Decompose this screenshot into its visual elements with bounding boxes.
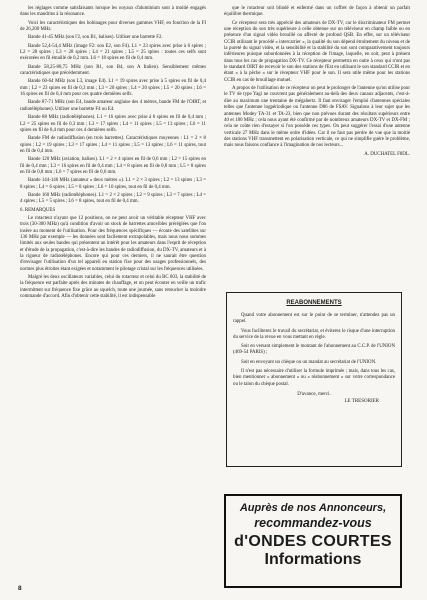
notice-signature xyxy=(233,392,395,404)
paragraph: Ce récepteur sera très apprécié des amateurs de DX-TV, car le discriminateur FM permet une réception du son très supérieure à celle obtenue sur un téléviseur en champ faible ou en présence d'un signal vidéo brouillé ou affecté de profond QSB. En effet, sur un téléviseur CCIR utilisant le procédé « intercarrier », la qualité du son dépend étroitement du niveau et de la pureté du signal vidéo, et la sensibilité et la stabilité du son sont comparativement toujours inférieures puisque subordonnées à la réception de l'image, laquelle, en soit, peut à présent dans tous les cas de propagation DX-TV. Ce récepteur permettra en outre à ceux qui n'ont pas le standard OIRT de recevoir le son des stations de l'Est en utilisant le son standard CCIR et en étant « à la pêche » sur le récepteur VHF pour le son. Il sera utile même pour les stations CCIR en cas de brouillage mutuel. xyxy=(224,20,410,83)
ad-line: Auprès de nos Annonceurs, xyxy=(239,502,387,514)
author-signature: A. DUCHATEL F8DL. xyxy=(364,151,410,157)
section-heading: 6. REMARQUES xyxy=(20,207,56,213)
notice-signer: LE TRESORIER xyxy=(344,398,379,404)
paragraph: Malgré les deux oscillateurs variables, celui du rotacteur et celui du BC 603, la stabilité de la fréquence est parfaite après des minutes de chauffage, et on peut écouter en veille un trafic intermittent sur fréquence fixe grâce au squelch, toute une journée, sans retoucher la moindre commande d'accord. Afin d'obtenir cette stabilité, il est indispensable xyxy=(20,275,206,300)
notice-paragraph: Soit en envoyant un chèque ou un mandat au secrétariat de l'UNION. xyxy=(241,359,377,365)
advertisement-box xyxy=(224,494,402,588)
reabonnements-notice xyxy=(226,292,402,467)
ad-line: d'ONDES COURTES xyxy=(234,533,392,550)
paragraph: Bande 41-45 MHz (son l'2, son B1, balises). Utiliser une barrette F2. xyxy=(28,35,163,41)
paragraph: Bande 160 MHz (radiotéléphones). L1 = 2 × 2 spires ; L2 = 9 spires ; L3 = 7 spires ; L4 = 4 spires ; L5 = 5 spires ; L6 = 8 spires, tout en fil de 0,4 mm. xyxy=(20,192,206,205)
paragraph: les réglages comme satisfaisants lorsque les noyaux d'aluminium sont à moitié engagés dans les mandrins à la résonance. xyxy=(20,6,206,18)
paragraph: Bande 144-146 MHz (amateur « deux mètres »). L1 = 2 × 3 spires ; L2 = 13 spires ; L3 = 8 spires ; L4 = 6 spires ; L5 = 8 spires ; L6 = 10 spires, tout en fil de 0,4 mm. xyxy=(20,178,206,190)
paragraph: Bande 58,25-88,75 MHz (son R1, son B4, son A Italien). Sensiblement mêmes caractéristiques que précédemment. xyxy=(20,64,206,77)
left-text-column xyxy=(20,6,206,302)
paragraph: Bande 87-71 MHz (son E4, bande amateur anglaise des 4 mètres, bande FM de l'OIRT, et radiotéléphones). Utiliser une barrette F4 ou E4. xyxy=(20,100,206,112)
paragraph: Bande FM de radiodiffusion (en trois barrettes). Caractéristiques moyennes : L1 = 2 × 8 spires ; L2 = 19 spires ; L3 = 17 spires ; L4 = 11 spires ; L5 = 13 spires ; L6 = 11 spires, tout en fil de 0,4 mm. xyxy=(20,136,206,154)
paragraph: Bande 60-64 MHz (son L3, image E4). L1 = 19 spires avec prise à 5 spires en fil de 0,4 mm ; L2 = 23 spires en fil de 0,3 mm ; L3 = 20 spires ; L4 = 20 spires ; L5 = 20 spires ; L6 = 16 spires en fil de 0,4 mm pour ces quatre dernières selfs. xyxy=(20,79,206,98)
paragraph: Bande 52,4-54,4 MHz (image F2: son E2, son F4). L1 = 23 spires avec prise à 6 spires ; L2 = 28 spires ; L3 = 28 spires ; L4 = 21 spires ; L5 = 25 spires : toutes ces selfs sont exécutées en fil émaillé de 0,2 mm. L6 = 18 spires en fil de 0,4 mm. xyxy=(20,43,206,62)
paragraph: A propos de l'utilisation de ce récepteur on peut le prolonger de l'antenne qu'on utilise pour le TV de type Yagi ne couvrent pas généralement au-delà des deux canaux adjacents, c'est-à-dire au maximum une trentaine de mégahertz. Il faut envisager l'emploi d'antennes spéciales telles que l'antenne logpériodique ou l'antenne D86 de FSAV. Signalons à leur sujet que les antennes Modey TA-31 et TA-23, bien que non prévues durant des résultats supérieurs entre 40 et 180 MHz ; cela nous ayant été confirmé par de nombreux amateurs DX-TV et DX-FM ; cela ne coûte rien d'essayer si l'on possède ces types. On peut suggérer l'essai d'une antenne verticale 27 MHz dans le même ordre d'idées. Car il ne faut pas perdre de vue que la moitié des stations VHF transmettent en polarisation verticale, ce qui ne simplifie guère le problème, mais nous faisons confiance à l'imagination de nos lecteurs... xyxy=(224,86,410,149)
right-text-column xyxy=(224,6,410,160)
notice-paragraph: Il n'est pas nécessaire d'utiliser la formule imprimée ; mais, dans tous les cas, bien mentionner « abonnement » ou « réabonnement » sur votre correspondance ou le talon du chèque postal. xyxy=(233,369,395,387)
paragraph: Le rotacteur n'ayant que 12 positions, on ne peut avoir un véritable récepteur VHF avec trois (30-300 MHz) qu'à condition d'avoir un stock de barrettes amovibles préréglées que l'on insère au moment de l'utilisation. Pour des fréquences spécifiques — écoute des satellites sur 136 MHz par exemple — les données sont facilement extrapolables, mais nous nous sommes limités aux seules bandes qui présentent un intérêt pour les amateurs dans l'esprit de réception et d'étude de la propagation, c'est-à-dire les bandes de radiodiffusion, du DX-TV, amateurs et à la rigueur de radiotéléphones. Encore qui pour ces derniers, il ne saurait être question d'envisager l'utilisation d'un tel appareil en station fixe pour des usages professionnels, des normes plus étroites étant exigées et notamment le pilotage cristal sur les fréquences utilisées. xyxy=(20,215,206,272)
ad-line: recommandez-vous xyxy=(254,516,372,530)
notice-greeting: D'avance, merci. xyxy=(297,391,331,397)
paragraph: que le rotacteur soit blindé et enfermé dans un coffret de façon à obtenir un parfait équilibre thermique. xyxy=(224,6,410,18)
page-number: 8 xyxy=(18,585,22,592)
ad-line: Informations xyxy=(264,551,362,568)
notice-paragraph: Quand votre abonnement est sur le point de se terminer, n'attendez pas un rappel. xyxy=(233,313,395,325)
paragraph: Bande 88 MHz (radiotéléphones). L1 = 16 spires avec prise à 6 spires en fil de 0,4 mm ; L2 = 25 spires en fil de 0,3 mm ; L3 = 17 spires ; L4 = 11 spires ; L5 = 13 spires ; L6 = 11 spires en fil de 0,4 mm pour ces 4 dernières selfs. xyxy=(20,115,206,133)
notice-paragraph: Vous faciliterez le travail du secrétariat, et éviterez le risque d'une interruption du service de la revue en vous mettant en règle. xyxy=(233,328,395,340)
paragraph: Voici les caractéristiques des bobinages pour diverses gammes VHF, en fonction de la FI de 26,200 MHz. xyxy=(20,20,206,33)
paragraph: Bande 120 MHz (aviation, balises). L1 = 2 × 4 spires en fil de 0,6 mm ; L2 = 15 spires en fil de 0,4 mm ; L3 = 16 spires en fil de 0,4 mm ; L4 = 8 spires en fil de 0,8 mm ; L5 = 8 spires en fil de 0,8 mm ; L6 = 7 spires en fil de 0,6 mm. xyxy=(20,157,206,175)
notice-title: REABONNEMENTS xyxy=(286,300,342,306)
notice-paragraph: Soit en versant simplement le montant de l'abonnement au C.C.P. de l'UNION (469-54 PARIS) ; xyxy=(233,344,395,356)
